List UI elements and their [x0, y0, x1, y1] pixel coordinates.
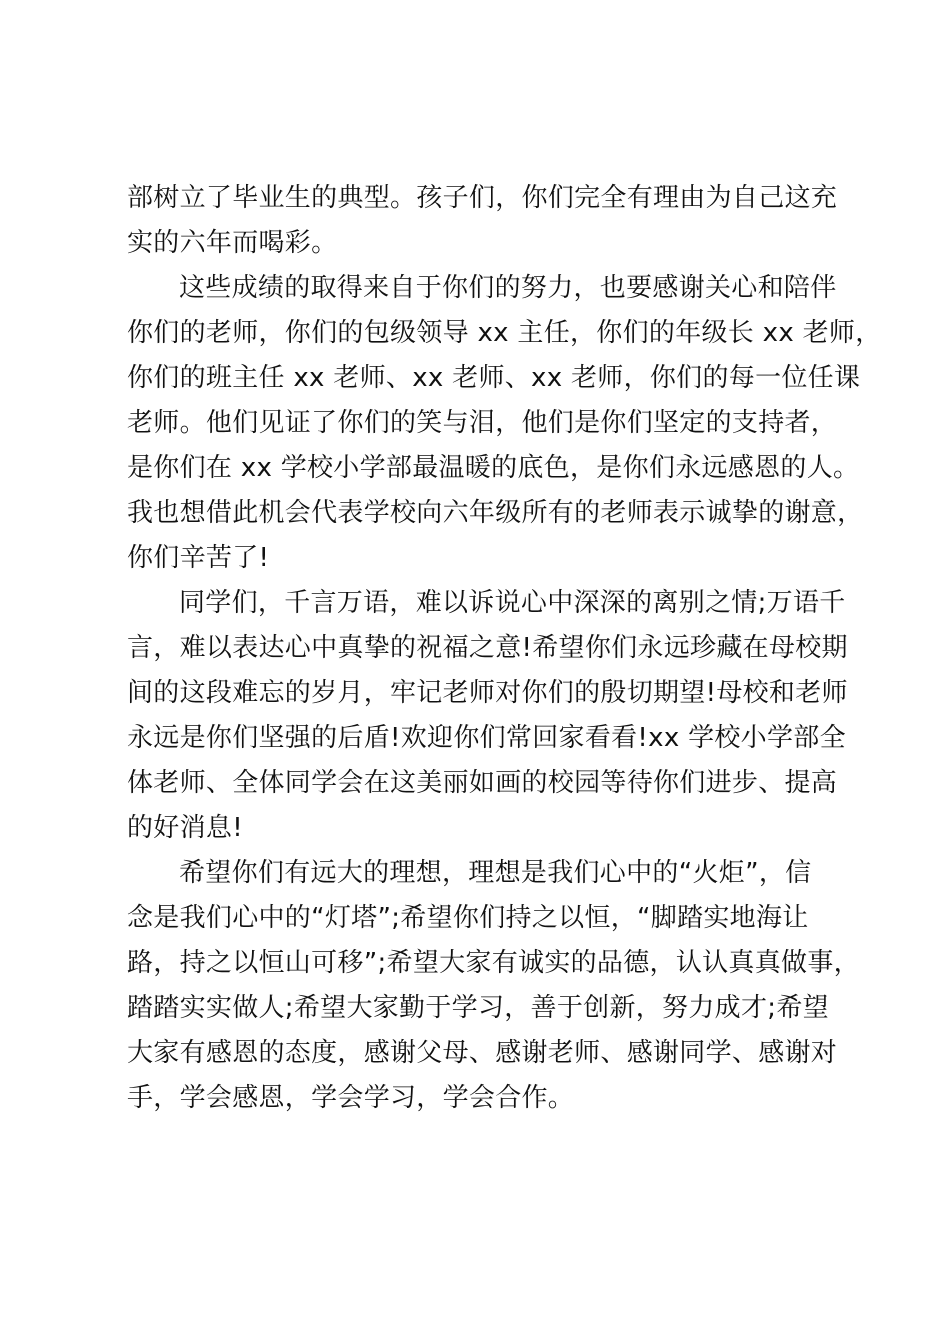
- text-line: 的好消息!: [127, 813, 243, 843]
- text-line: 老师。他们见证了你们的笑与泪，他们是你们坚定的支持者，: [127, 408, 838, 438]
- paragraph-3: [127, 581, 867, 851]
- text-line: 体老师、全体同学会在这美丽如画的校园等待你们进步、提高: [127, 768, 838, 798]
- text-line: 是你们在 xx 学校小学部最温暖的底色，是你们永远感恩的人。: [127, 453, 860, 483]
- text-line: 同学们，千言万语，难以诉说心中深深的离别之情;万语千: [179, 588, 846, 618]
- text-line: 我也想借此机会代表学校向六年级所有的老师表示诚挚的谢意，: [127, 498, 864, 528]
- body-text: [127, 176, 882, 1121]
- text-line: 踏踏实实做人;希望大家勤于学习，善于创新，努力成才;希望: [127, 993, 829, 1023]
- text-line: 你们的班主任 xx 老师、xx 老师、xx 老师，你们的每一位任课: [127, 363, 861, 393]
- text-line: 念是我们心中的“灯塔”;希望你们持之以恒，“脚踏实地海让: [127, 903, 809, 933]
- paragraph-2: [127, 266, 882, 581]
- text-line: 路，持之以恒山可移”;希望大家有诚实的品德，认认真真做事，: [127, 948, 860, 978]
- paragraph-1: [127, 176, 867, 266]
- text-line: 你们的老师，你们的包级领导 xx 主任，你们的年级长 xx 老师，: [127, 318, 882, 348]
- text-line: 大家有感恩的态度，感谢父母、感谢老师、感谢同学、感谢对: [127, 1038, 838, 1068]
- text-line: 希望你们有远大的理想，理想是我们心中的“火炬”，信: [179, 858, 812, 888]
- text-line: 部树立了毕业生的典型。孩子们，你们完全有理由为自己这充: [127, 183, 838, 213]
- text-line: 永远是你们坚强的后盾!欢迎你们常回家看看!xx 学校小学部全: [127, 723, 846, 753]
- text-line: 你们辛苦了!: [127, 543, 270, 573]
- text-line: 间的这段难忘的岁月，牢记老师对你们的殷切期望!母校和老师: [127, 678, 848, 708]
- text-line: 言，难以表达心中真挚的祝福之意!希望你们永远珍藏在母校期: [127, 633, 848, 663]
- text-line: 这些成绩的取得来自于你们的努力，也要感谢关心和陪伴: [179, 273, 837, 303]
- paragraph-4: [127, 851, 867, 1121]
- text-line: 手，学会感恩，学会学习，学会合作。: [127, 1083, 575, 1113]
- text-line: 实的六年而喝彩。: [127, 228, 338, 258]
